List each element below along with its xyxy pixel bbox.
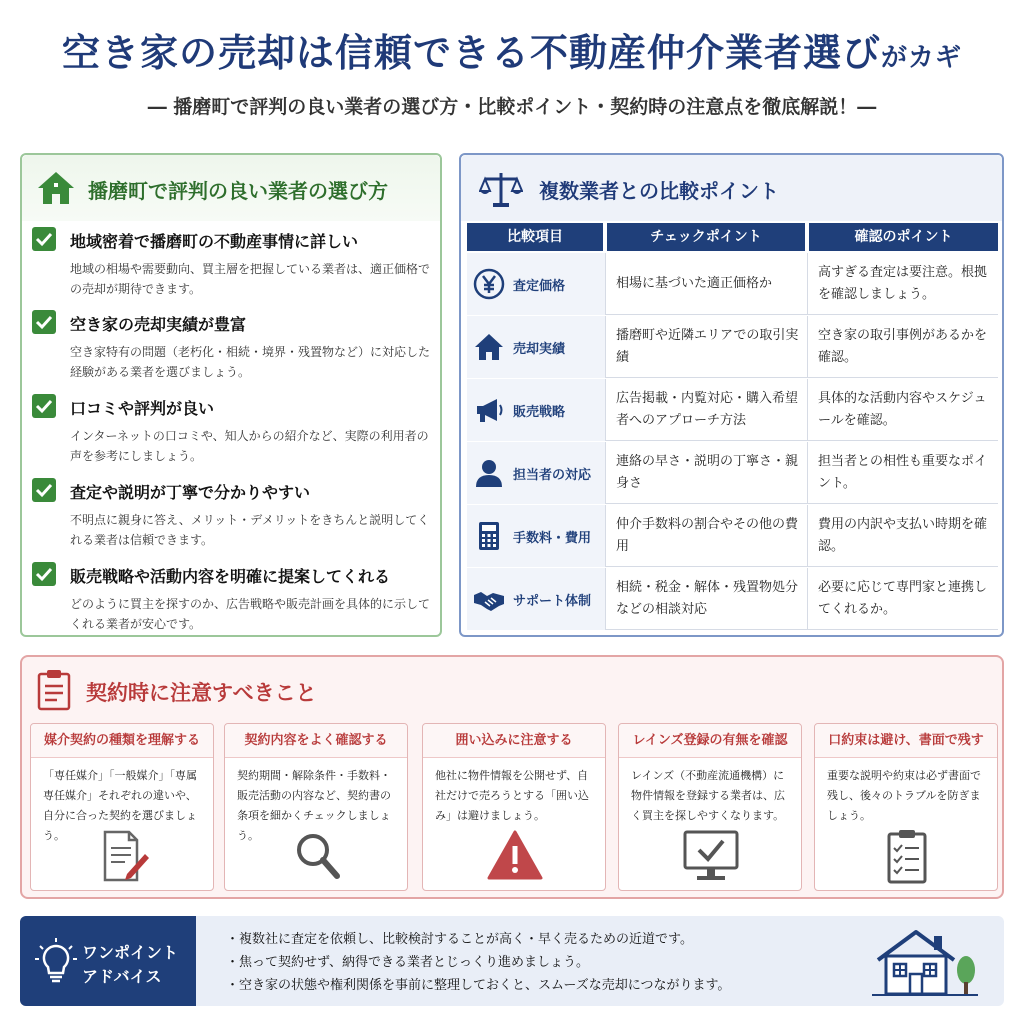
confirm-point-text: 高すぎる査定は要注意。根拠を確認しましょう。 bbox=[818, 265, 988, 302]
table-cell bbox=[605, 316, 807, 378]
confirm-point-text: 担当者との相性も重要なポイント。 bbox=[818, 454, 988, 491]
check-point-text: 広告掲載・内覧対応・購入希望者へのアプローチ方法 bbox=[616, 391, 799, 428]
contract-card bbox=[814, 723, 998, 891]
monitor-check-icon bbox=[679, 828, 743, 884]
table-cell bbox=[467, 253, 605, 315]
contract-card-body: 「専任媒介」「一般媒介」「専属専任媒介」それぞれの違いや、自分に合った契約を選びましょう。 bbox=[43, 769, 197, 842]
comparison-panel-title: 複数業者との比較ポイント bbox=[539, 179, 779, 203]
check-point-text: 相続・税金・解体・残置物処分などの相談対応 bbox=[616, 580, 799, 617]
selection-panel bbox=[20, 153, 442, 637]
row-label: サポート体制 bbox=[513, 593, 592, 609]
contract-card bbox=[422, 723, 606, 891]
row-label: 担当者の対応 bbox=[513, 467, 592, 483]
page-subtitle: ― 播磨町で評判の良い業者の選び方・比較ポイント・契約時の注意点を徹底解説！― bbox=[147, 96, 877, 118]
table-row bbox=[467, 442, 998, 504]
contract-card-title: 囲い込みに注意する bbox=[423, 724, 605, 758]
check-icon bbox=[32, 478, 56, 502]
confirm-point-text: 空き家の取引事例があるかを確認。 bbox=[818, 328, 988, 365]
table-cell bbox=[807, 316, 998, 378]
table-cell bbox=[605, 505, 807, 567]
comparison-panel-header bbox=[461, 155, 1002, 221]
table-cell bbox=[807, 505, 998, 567]
table-cell bbox=[467, 316, 605, 378]
check-icon bbox=[32, 394, 56, 418]
advice-panel bbox=[20, 916, 1004, 1006]
selection-item-title: 口コミや評判が良い bbox=[70, 399, 215, 418]
row-label: 売却実績 bbox=[513, 341, 566, 357]
confirm-point-text: 必要に応じて専門家と連携してくれるか。 bbox=[818, 580, 988, 617]
check-icon bbox=[32, 310, 56, 334]
check-point-text: 相場に基づいた適正価格か bbox=[616, 276, 773, 291]
table-cell bbox=[605, 379, 807, 441]
table-row bbox=[467, 316, 998, 378]
contract-card-body: 重要な説明や約束は必ず書面で残し、後々のトラブルを防ぎましょう。 bbox=[827, 769, 981, 822]
check-point-text: 仲介手数料の割合やその他の費用 bbox=[616, 517, 799, 554]
selection-panel-header bbox=[22, 155, 440, 221]
selection-item-title: 空き家の売却実績が豊富 bbox=[70, 315, 247, 334]
person-icon bbox=[473, 457, 505, 489]
selection-item-body: インターネットの口コミや、知人からの紹介など、実際の利用者の声を参考にしましょう。 bbox=[70, 429, 429, 463]
scale-icon bbox=[479, 169, 523, 209]
yen-icon bbox=[473, 268, 505, 300]
row-label: 販売戦略 bbox=[513, 404, 566, 420]
contract-card-title: 媒介契約の種類を理解する bbox=[31, 724, 213, 758]
contract-card-body: 他社に物件情報を公開せず、自社だけで売ろうとする「囲い込み」は避けましょう。 bbox=[435, 769, 589, 822]
table-cell bbox=[605, 568, 807, 630]
calculator-icon bbox=[473, 520, 505, 552]
table-header: 確認のポイント bbox=[809, 223, 998, 251]
contract-card bbox=[30, 723, 214, 891]
selection-item-body: 空き家特有の問題（老朽化・相続・境界・残置物など）に対応した経験がある業者を選びましょう。 bbox=[70, 345, 431, 379]
advice-point: ・複数社に査定を依頼し、比較検討することが高く・早く売るための近道です。 bbox=[226, 932, 693, 947]
contract-panel bbox=[20, 655, 1004, 899]
table-cell bbox=[807, 568, 998, 630]
table-header: チェックポイント bbox=[607, 223, 805, 251]
selection-item-title: 査定や説明が丁寧で分かりやすい bbox=[70, 483, 311, 502]
table-cell bbox=[807, 253, 998, 315]
table-cell bbox=[467, 505, 605, 567]
check-point-text: 連絡の早さ・説明の丁寧さ・親身さ bbox=[616, 454, 799, 491]
checklist-icon bbox=[875, 828, 939, 884]
advice-label-line2: アドバイス bbox=[82, 967, 162, 986]
magnifier-icon bbox=[285, 828, 349, 884]
check-point-text: 播磨町や近隣エリアでの取引実績 bbox=[616, 328, 799, 365]
selection-item-title: 地域密着で播磨町の不動産事情に詳しい bbox=[70, 232, 359, 251]
handshake-icon bbox=[473, 583, 505, 615]
table-cell bbox=[605, 442, 807, 504]
page-title-suffix: がカギ bbox=[881, 43, 963, 73]
advice-point: ・焦って契約せず、納得できる業者とじっくり進めましょう。 bbox=[226, 955, 589, 970]
lightbulb-icon bbox=[34, 938, 78, 984]
selection-panel-title: 播磨町で評判の良い業者の選び方 bbox=[88, 179, 388, 203]
page-title-main: 空き家の売却は信頼できる不動産仲介業者選び bbox=[61, 30, 881, 75]
table-cell bbox=[467, 568, 605, 630]
contract-card-title: レインズ登録の有無を確認 bbox=[619, 724, 801, 758]
confirm-point-text: 具体的な活動内容やスケジュールを確認。 bbox=[818, 391, 987, 428]
contract-card-title: 契約内容をよく確認する bbox=[225, 724, 407, 758]
house-icon bbox=[36, 169, 76, 207]
selection-item-body: 不明点に親身に答え、メリット・デメリットをきちんと説明してくれる業者は信頼できます。 bbox=[70, 513, 430, 547]
house-icon bbox=[473, 331, 505, 363]
row-label: 手数料・費用 bbox=[513, 530, 592, 546]
confirm-point-text: 費用の内訳や支払い時期を確認。 bbox=[818, 517, 988, 554]
megaphone-icon bbox=[473, 394, 505, 426]
clipboard-icon bbox=[36, 669, 72, 711]
check-icon bbox=[32, 562, 56, 586]
advice-label-line1: ワンポイント bbox=[82, 943, 179, 962]
table-cell bbox=[807, 442, 998, 504]
house-illustration-icon bbox=[870, 926, 980, 1000]
page-title bbox=[0, 22, 1024, 77]
document-pen-icon bbox=[91, 828, 155, 884]
table-cell bbox=[605, 253, 807, 315]
table-cell bbox=[467, 442, 605, 504]
advice-label bbox=[20, 916, 196, 1006]
table-cell bbox=[807, 379, 998, 441]
contract-card-body: レインズ（不動産流通機構）に物件情報を登録する業者は、広く買主を探しやすくなります。 bbox=[631, 769, 785, 822]
check-icon bbox=[32, 227, 56, 251]
row-label: 査定価格 bbox=[513, 278, 566, 294]
contract-panel-title: 契約時に注意すべきこと bbox=[86, 681, 317, 705]
table-row bbox=[467, 505, 998, 567]
contract-card bbox=[618, 723, 802, 891]
table-header: 比較項目 bbox=[467, 223, 603, 251]
selection-item-title: 販売戦略や活動内容を明確に提案してくれる bbox=[70, 567, 391, 586]
contract-card-title: 口約束は避け、書面で残す bbox=[815, 724, 997, 758]
selection-item-body: 地域の相場や需要動向、買主層を把握している業者は、適正価格での売却が期待できます。 bbox=[70, 262, 431, 296]
contract-card bbox=[224, 723, 408, 891]
table-cell bbox=[467, 379, 605, 441]
comparison-panel bbox=[459, 153, 1004, 637]
table-row bbox=[467, 253, 998, 315]
selection-item-body: どのように買主を探すのか、広告戦略や販売計画を具体的に示してくれる業者が安心です。 bbox=[70, 597, 431, 631]
contract-card-body: 契約期間・解除条件・手数料・販売活動の内容など、契約書の条項を細かくチェックしましょう。 bbox=[237, 769, 391, 842]
table-row bbox=[467, 568, 998, 630]
advice-list bbox=[226, 928, 846, 997]
warning-icon bbox=[483, 828, 547, 884]
advice-point: ・空き家の状態や権利関係を事前に整理しておくと、スムーズな売却につながります。 bbox=[226, 978, 731, 993]
table-row bbox=[467, 379, 998, 441]
